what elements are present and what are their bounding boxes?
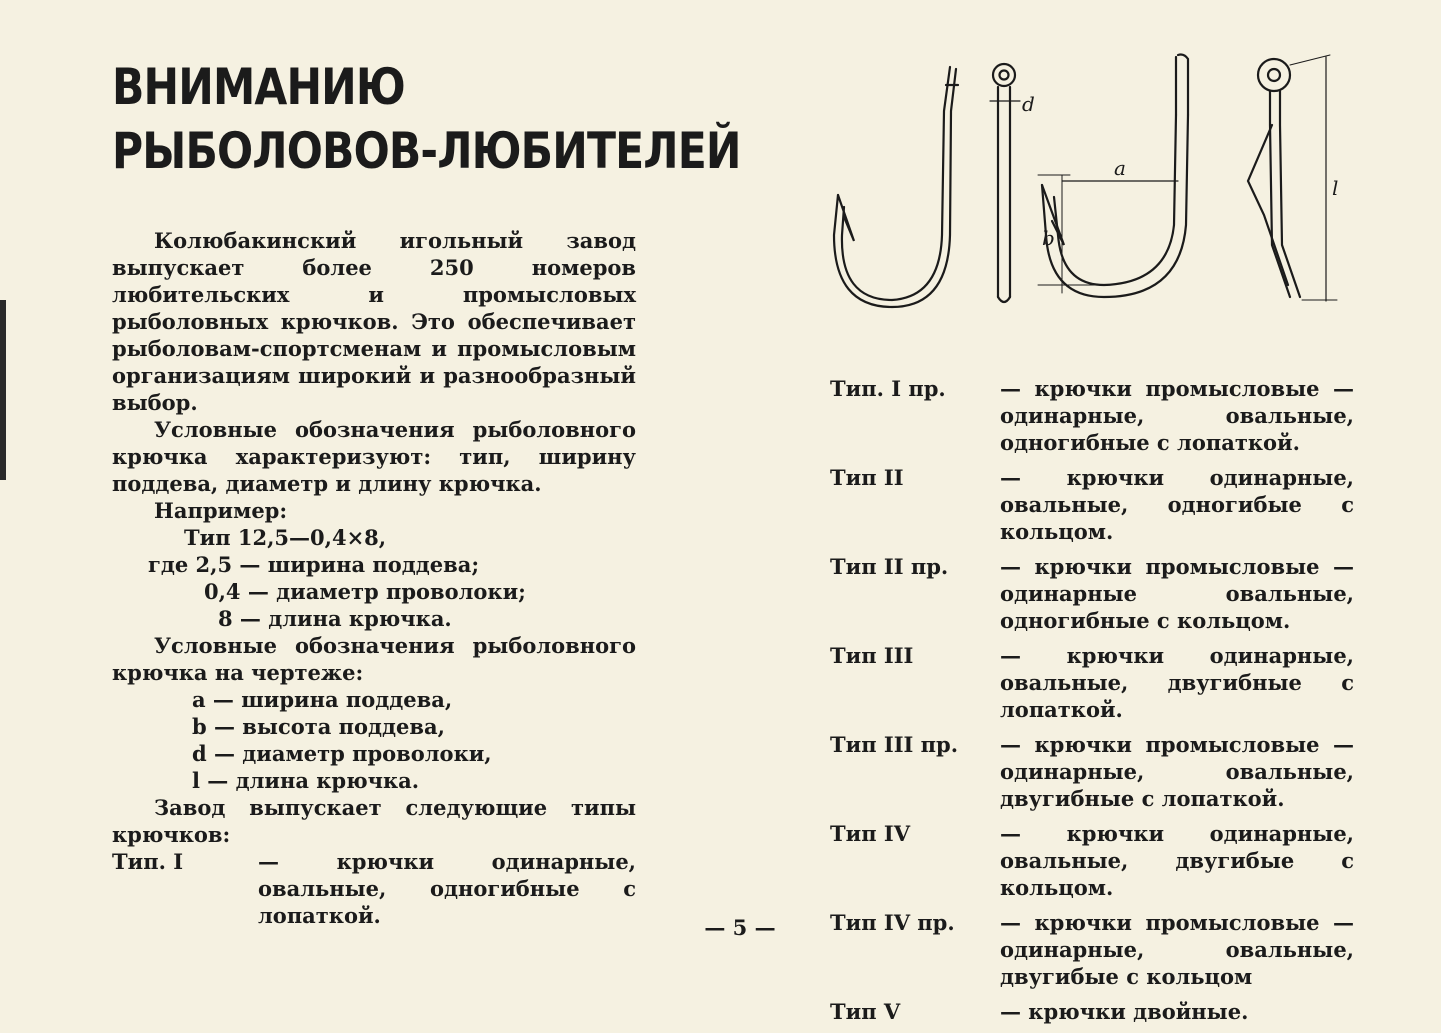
type-name: Тип IV пр.	[830, 910, 955, 935]
type-entry	[830, 375, 1354, 456]
type-name: Тип II пр.	[830, 554, 949, 579]
hook-4-drawing	[1248, 55, 1337, 301]
type-name: Тип V	[830, 999, 901, 1024]
example-line: 0,4 — диаметр проволоки;	[204, 579, 526, 604]
type-description: — крючки одинарные, овальные, двугибные с лопаткой.	[1000, 643, 1354, 722]
example-line: где 2,5 — ширина поддева;	[148, 552, 480, 577]
type-entry	[112, 848, 636, 929]
type-entry	[830, 820, 1354, 901]
type-entry	[830, 998, 1354, 1025]
type-description: — крючки промысловые — одинарные, овальные, двугибные с лопаткой.	[1000, 732, 1354, 811]
type-entry	[830, 909, 1354, 990]
example-line: 8 — длина крючка.	[218, 606, 452, 631]
hook-3-drawing	[1038, 55, 1188, 298]
body-text	[112, 227, 636, 929]
legend-item: d — диаметр проволоки,	[192, 741, 492, 766]
title-line-2: РЫБОЛОВОВ-ЛЮБИТЕЛЕЙ	[112, 122, 741, 180]
example-formula: Тип 12,5—0,4×8,	[184, 525, 387, 550]
left-page	[112, 55, 741, 929]
label-d: d	[1022, 92, 1035, 116]
label-l: l	[1332, 176, 1339, 200]
binding-edge	[0, 300, 6, 480]
designations-paragraph: Условные обозначения рыболовного крючка характеризуют: тип, ширину поддева, диаметр и длину крючка.	[112, 417, 636, 496]
type-description: — крючки одинарные, овальные, одногибые с кольцом.	[1000, 465, 1354, 544]
right-page-types	[830, 375, 1354, 1033]
hook-diagrams	[832, 45, 1352, 315]
intro-paragraph: Колюбакинский игольный завод выпускает более 250 номеров любительских и промысловых рыболовных крючков. Это обеспечивает рыболовам-спортсменам и промысловым организациям широкий и разнообразный выбор.	[112, 228, 636, 415]
type-description: — крючки двойные.	[1000, 999, 1249, 1024]
title-line-1: ВНИМАНИЮ	[112, 58, 405, 116]
type-description: — крючки промысловые — одинарные овальные, одногибные с кольцом.	[1000, 554, 1354, 633]
type-description: — крючки одинарные, овальные, одногибные с лопаткой.	[258, 849, 636, 928]
type-description: — крючки одинарные, овальные, двугибые с кольцом.	[1000, 821, 1354, 900]
label-a: a	[1114, 156, 1126, 180]
hook-2-drawing	[990, 64, 1020, 302]
type-entry	[830, 642, 1354, 723]
type-entry	[830, 553, 1354, 634]
type-name: Тип II	[830, 465, 904, 490]
drawing-paragraph: Условные обозначения рыболовного крючка на чертеже:	[112, 633, 636, 685]
legend-item: b — высота поддева,	[192, 714, 445, 739]
type-name: Тип III	[830, 643, 914, 668]
type-name: Тип. I	[112, 849, 184, 874]
page-title	[112, 55, 741, 183]
legend-item: l — длина крючка.	[192, 768, 420, 793]
types-paragraph: Завод выпускает следующие типы крючков:	[112, 795, 636, 847]
type-name: Тип III пр.	[830, 732, 959, 757]
page-number: — 5 —	[704, 915, 776, 940]
type-entry	[830, 464, 1354, 545]
hook-1-drawing	[834, 67, 958, 307]
type-name: Тип IV	[830, 821, 911, 846]
example-label: Например:	[154, 498, 288, 523]
legend-item: а — ширина поддева,	[192, 687, 453, 712]
type-name: Тип. I пр.	[830, 376, 946, 401]
type-description: — крючки промысловые — одинарные, овальные, двугибые с кольцом	[1000, 910, 1354, 989]
type-entry	[830, 731, 1354, 812]
type-description: — крючки промысловые — одинарные, овальные, одногибные с лопаткой.	[1000, 376, 1354, 455]
label-b: b	[1042, 226, 1055, 250]
